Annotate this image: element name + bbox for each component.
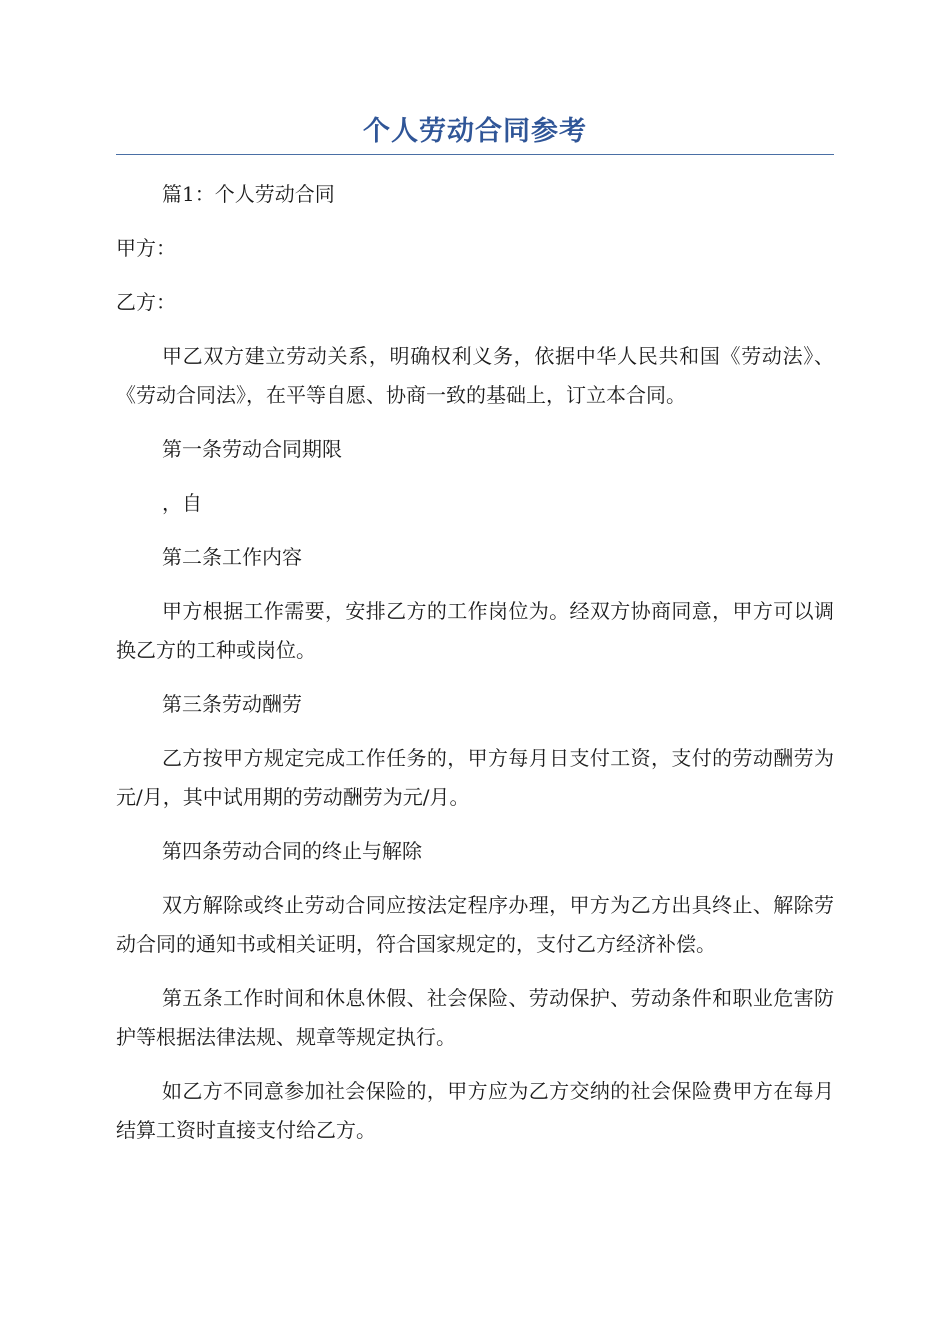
title-underline: [116, 154, 834, 155]
article-3-body: 乙方按甲方规定完成工作任务的，甲方每月日支付工资，支付的劳动酬劳为元/月，其中试用期的劳动酬劳为元/月。: [116, 746, 834, 809]
party-a-line: 甲方：: [116, 236, 176, 260]
preamble-paragraph: 甲乙双方建立劳动关系，明确权利义务，依据中华人民共和国《劳动法》、《劳动合同法》，在平等自愿、协商一致的基础上，订立本合同。: [116, 344, 834, 407]
article-4-heading: 第四条劳动合同的终止与解除: [162, 839, 422, 863]
article-4-body: 双方解除或终止劳动合同应按法定程序办理，甲方为乙方出具终止、解除劳动合同的通知书或相关证明，符合国家规定的，支付乙方经济补偿。: [116, 893, 834, 956]
article-5-paragraph: 第五条工作时间和休息休假、社会保险、劳动保护、劳动条件和职业危害防护等根据法律法规、规章等规定执行。: [116, 986, 834, 1049]
document-page: [116, 112, 834, 1165]
article-3-heading: 第三条劳动酬劳: [162, 692, 302, 716]
article-2-heading: 第二条工作内容: [162, 545, 302, 569]
document-title: 个人劳动合同参考: [363, 116, 587, 147]
article-1-heading: 第一条劳动合同期限: [162, 437, 342, 461]
article-1-body: ，自: [162, 491, 202, 515]
social-insurance-paragraph: 如乙方不同意参加社会保险的，甲方应为乙方交纳的社会保险费甲方在每月结算工资时直接支付给乙方。: [116, 1079, 834, 1142]
party-b-line: 乙方：: [116, 290, 176, 314]
article-2-body: 甲方根据工作需要，安排乙方的工作岗位为。经双方协商同意，甲方可以调换乙方的工种或岗位。: [116, 599, 834, 662]
section-heading: 篇1：个人劳动合同: [162, 182, 335, 206]
